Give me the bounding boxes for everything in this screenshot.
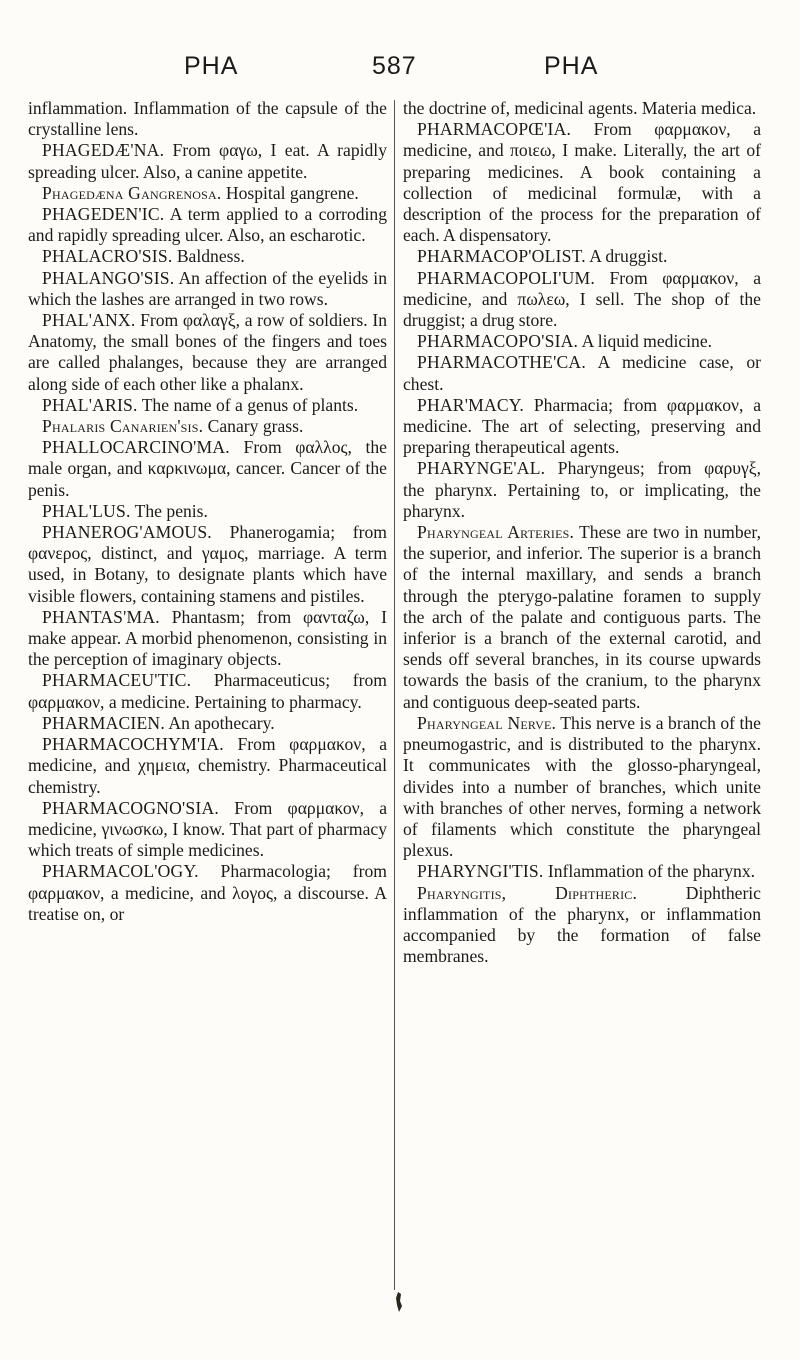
dictionary-entry: [403, 883, 761, 968]
entry-definition: Pharmaceuticus; from φαρμακον, a medicine. Pertaining to pharmacy.: [28, 670, 387, 712]
entry-definition: From φαρμακον, a medicine, and πωλεω, I sell. The shop of the druggist; a drug store.: [403, 267, 761, 331]
entry-definition: An apothecary.: [164, 712, 275, 733]
dictionary-entry: [28, 607, 387, 671]
entry-definition: Phantasm; from φανταζω, I make appear. A morbid phenomenon, consisting in the perception of imaginary objects.: [28, 606, 387, 670]
dictionary-entry: [28, 98, 387, 140]
entry-headword: PHANTAS'MA.: [42, 606, 160, 627]
entry-definition: From φαγω, I eat. A rapidly spreading ulcer. Also, a canine appetite.: [28, 140, 387, 182]
entry-headword: Phalaris Canarien'sis.: [42, 416, 204, 437]
dictionary-entry: [28, 798, 387, 862]
entry-headword: PHARMACOTHE'CA.: [417, 352, 586, 373]
dictionary-entry: [403, 713, 761, 861]
dictionary-entry: [28, 140, 387, 182]
entry-headword: PHARYNGI'TIS.: [417, 861, 544, 882]
entry-headword: PHAGEDEN'IC.: [42, 204, 165, 225]
entry-headword: PHARYNGE'AL.: [417, 458, 546, 479]
entry-definition: An affection of the eyelids in which the lashes are arranged in two rows.: [28, 267, 387, 309]
entry-definition: A liquid medicine.: [578, 331, 713, 352]
entry-definition: A term applied to a corroding and rapidly spreading ulcer. Also, an escharotic.: [28, 204, 387, 246]
entry-definition: From φαρμακον, a medicine, γινωσκω, I know. That part of pharmacy which treats of simple medicines.: [28, 797, 387, 861]
dictionary-entry: [28, 861, 387, 925]
entry-definition: Pharmacologia; from φαρμακον, a medicine, and λογος, a discourse. A treatise on, or: [28, 861, 387, 924]
page-number: 587: [372, 52, 417, 80]
dictionary-entry: [28, 713, 387, 734]
dictionary-entry: [403, 352, 761, 394]
entry-headword: PHAR'MACY.: [417, 394, 525, 415]
entry-definition: the doctrine of, medicinal agents. Materia medica.: [403, 98, 757, 118]
dictionary-entry: [28, 246, 387, 267]
dictionary-entry: [403, 395, 761, 459]
dictionary-entry: [403, 119, 761, 246]
dictionary-entry: [28, 395, 387, 416]
dictionary-entry: [403, 331, 761, 352]
dictionary-entry: [28, 268, 387, 310]
entry-headword: Pharyngeal Nerve.: [417, 712, 557, 733]
dictionary-entry: [28, 437, 387, 501]
entry-definition: Pharyngeus; from φαρυγξ, the pharynx. Pertaining to, or implicating, the pharynx.: [403, 458, 761, 521]
entry-headword: PHARMACOP'OLIST.: [417, 246, 586, 267]
dictionary-entry: [28, 183, 387, 204]
entry-headword: PHAL'LUS.: [42, 500, 131, 521]
dictionary-entry: [28, 501, 387, 522]
dictionary-entry: [403, 861, 761, 882]
dictionary-entry: [403, 98, 761, 119]
entry-definition: A druggist.: [585, 246, 668, 267]
column-divider: [394, 100, 395, 1290]
entry-definition: Hospital gangrene.: [221, 182, 359, 203]
entry-headword: PHARMACOPO'SIA.: [417, 331, 579, 352]
left-column: [28, 98, 387, 925]
right-column: [403, 98, 761, 967]
dictionary-entry: [403, 246, 761, 267]
entry-definition: This nerve is a branch of the pneumogastric, and is distributed to the pharynx. It communicates with the glosso-pharyngeal, divides into a number of branches, which unite with branches of other nerves, forming a network of filaments which constitute the pharyngeal plexus.: [403, 712, 761, 861]
entry-headword: PHAGEDÆ'NA.: [42, 140, 165, 161]
entry-headword: PHARMACOPOLI'UM.: [417, 267, 595, 288]
dictionary-entry: [28, 310, 387, 395]
entry-definition: From φαλλος, the male organ, and καρκινωμα, cancer. Cancer of the penis.: [28, 437, 387, 500]
entry-definition: From φαρμακον, a medicine, and ποιεω, I make. Literally, the art of preparing medicines. A book containing a collection of medicinal formulæ, with a description of the process for the preparation of each. A dispensatory.: [403, 119, 761, 246]
entry-definition: Diphtheric inflammation of the pharynx, or inflammation accompanied by the formation of false membranes.: [403, 882, 761, 967]
entry-definition: From φαρμακον, a medicine, and χημεια, chemistry. Pharmaceutical chemistry.: [28, 734, 387, 797]
entry-definition: Baldness.: [172, 246, 245, 267]
entry-definition: The penis.: [130, 500, 208, 521]
entry-headword: PHALLOCARCINO'MA.: [42, 437, 230, 458]
header-left: PHA: [184, 52, 239, 80]
dictionary-entry: [403, 458, 761, 522]
entry-headword: PHAL'ARIS.: [42, 394, 138, 415]
entry-definition: Phanerogamia; from φανερος, distinct, and γαμος, marriage. A term used, in Botany, to designate plants which have visible flowers, containing stamens and pistiles.: [28, 522, 387, 606]
entry-definition: A medicine case, or chest.: [403, 352, 761, 394]
entry-headword: PHANEROG'AMOUS.: [42, 522, 212, 543]
entry-headword: Pharyngeal Arteries.: [417, 522, 575, 543]
entry-definition: Pharmacia; from φαρμακον, a medicine. The art of selecting, preserving and preparing therapeutical agents.: [403, 394, 761, 458]
entry-definition: These are two in number, the superior, and inferior. The superior is a branch of the internal maxillary, and sends a branch through the pterygo-palatine foramen to supply the arch of the palate and contiguous parts. The inferior is a branch of the external carotid, and sends off several branches, in its course upwards towards the basis of the cranium, to the pharynx and contiguous deep-seated parts.: [403, 522, 761, 712]
entry-headword: Phagedæna Gangrenosa.: [42, 182, 222, 203]
dictionary-entry: [28, 204, 387, 246]
dictionary-entry: [28, 670, 387, 712]
entry-headword: PHALACRO'SIS.: [42, 246, 173, 267]
dictionary-entry: [403, 268, 761, 332]
entry-definition: Canary grass.: [203, 416, 304, 437]
running-header: [0, 52, 800, 88]
dictionary-entry: [28, 522, 387, 607]
entry-headword: PHALANGO'SIS.: [42, 267, 175, 288]
dictionary-entry: [28, 734, 387, 798]
entry-headword: PHARMACOL'OGY.: [42, 861, 199, 882]
entry-headword: Pharyngitis, Diphtheric.: [417, 882, 638, 903]
entry-definition: The name of a genus of plants.: [137, 394, 359, 415]
entry-headword: PHARMACOCHYM'IA.: [42, 734, 224, 755]
entry-definition: From φαλαγξ, a row of soldiers. In Anatomy, the small bones of the fingers and toes are called phalanges, because they are arranged along side of each other like a phalanx.: [28, 310, 387, 394]
dictionary-entry: [403, 522, 761, 713]
ink-blot-mark: [395, 1292, 403, 1312]
entry-headword: PHARMACOGNO'SIA.: [42, 797, 219, 818]
entry-headword: PHARMACEU'TIC.: [42, 670, 192, 691]
entry-headword: PHARMACOPŒ'IA.: [417, 119, 572, 140]
dictionary-entry: [28, 416, 387, 437]
entry-definition: inflammation. Inflammation of the capsule of the crystalline lens.: [28, 98, 387, 140]
entry-headword: PHAL'ANX.: [42, 310, 136, 331]
entry-headword: PHARMACIEN.: [42, 712, 165, 733]
header-right: PHA: [544, 52, 599, 80]
entry-definition: Inflammation of the pharynx.: [543, 861, 756, 882]
